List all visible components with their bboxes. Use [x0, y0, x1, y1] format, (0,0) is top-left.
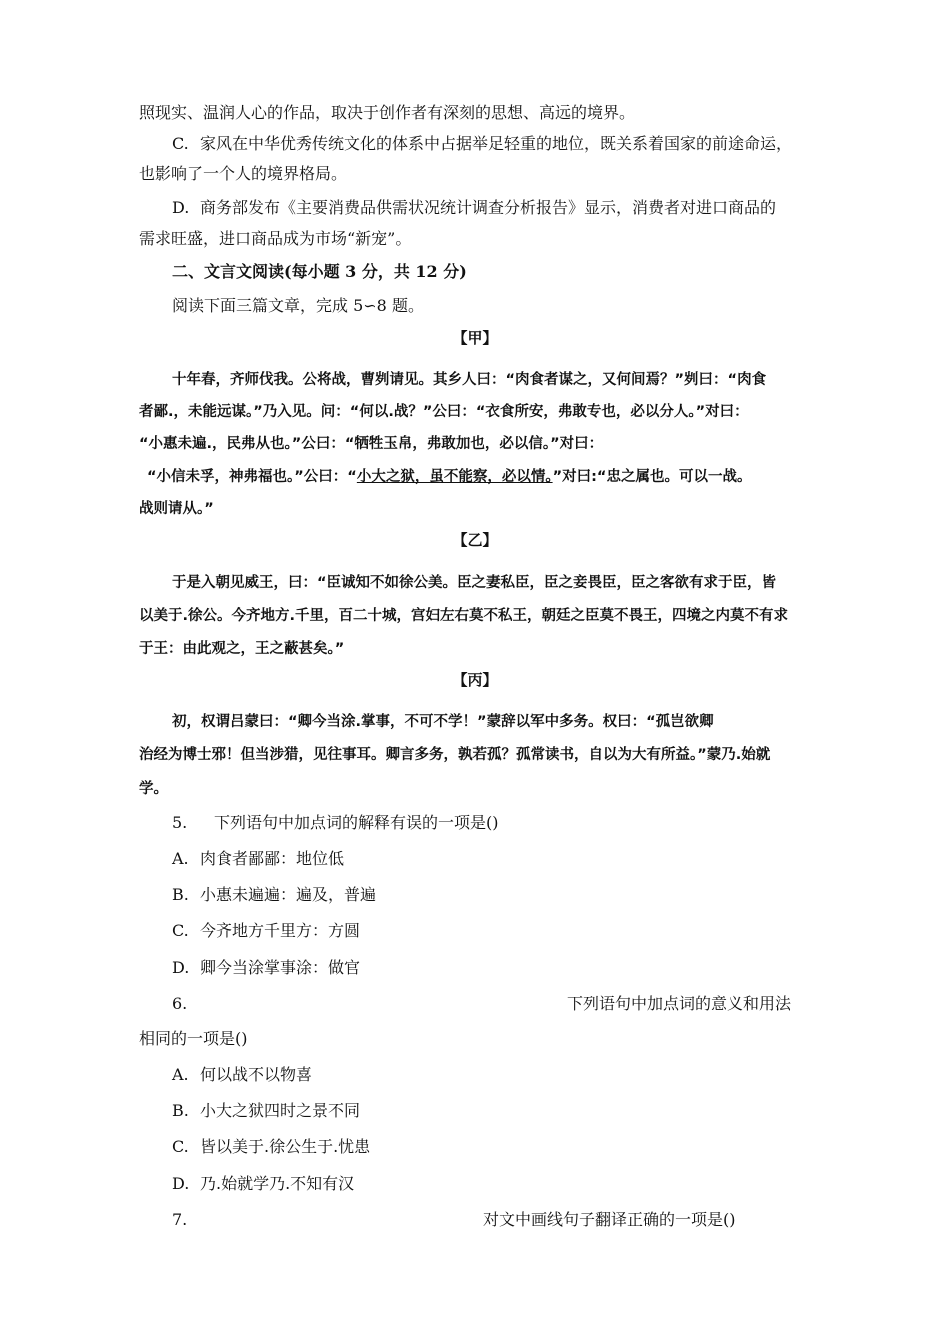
passage-text: ”对曰:“忠之属也。可以一战。 — [552, 469, 752, 485]
question-6-number: 6. — [172, 994, 188, 1013]
q5-option-b — [172, 885, 376, 905]
q6-option-a — [172, 1065, 312, 1085]
prev-option-d — [172, 198, 776, 218]
passage-jia-line: “小惠未遍.，民弗从也。”公曰：“牺牲玉帛，弗敢加也，必以信。”对曰： — [139, 436, 604, 452]
question-7-stem: 对文中画线句子翻译正确的一项是() — [483, 1210, 736, 1229]
option-text: 小惠未遍遍：遍及，普遍 — [200, 885, 377, 904]
q6-option-c — [172, 1137, 370, 1157]
passage-jia-line: 者鄙.，未能远谋。”乃入见。问：“何以.战？”公曰：“衣食所安，弗敢专也，必以分人。”对曰： — [139, 404, 749, 420]
option-text: 肉食者鄙鄙：地位低 — [200, 849, 345, 868]
option-text: 商务部发布《主要消费品供需状况统计调查分析报告》显示，消费者对进口商品的 — [200, 198, 777, 217]
passage-yi-line: 以美于.徐公。今齐地方.千里，百二十城，宫妇左右莫不私王，朝廷之臣莫不畏王，四境之内莫不有求 — [139, 608, 789, 624]
prev-option-d-continuation: 需求旺盛，进口商品成为市场“新宠”。 — [139, 229, 412, 248]
option-label: C. — [172, 134, 189, 153]
passage-bing-line: 治经为博士邪！但当涉猎，见往事耳。卿言多务，孰若孤？孤常读书，自以为大有所益。”蒙乃.始就 — [139, 747, 771, 763]
option-label: D. — [172, 958, 190, 977]
option-text: 小大之狱四时之景不同 — [200, 1101, 361, 1120]
question-5-stem — [172, 813, 499, 833]
option-text: 皆以美于.徐公生于.忧患 — [200, 1137, 371, 1156]
option-label: A. — [172, 849, 189, 868]
option-text: 何以战不以物喜 — [200, 1065, 313, 1084]
passage-jia-line: 战则请从。” — [139, 501, 214, 517]
option-text: 乃.始就学乃.不知有汉 — [200, 1174, 355, 1193]
option-label: C. — [172, 921, 189, 940]
passage-jia-line — [147, 467, 751, 487]
underlined-sentence: 小大之狱，虽不能察，必以情。 — [356, 469, 553, 485]
passage-yi-line: 于王：由此观之，王之蔽甚矣。” — [139, 641, 345, 657]
option-text: 家风在中华优秀传统文化的体系中占据举足轻重的地位，既关系着国家的前途命运， — [200, 134, 793, 153]
question-6-stem-continuation: 相同的一项是() — [139, 1029, 248, 1048]
option-text: 卿今当涂掌事涂：做官 — [200, 958, 361, 977]
prev-option-c-continuation: 也影响了一个人的境界格局。 — [139, 164, 348, 183]
prev-option-b-continuation: 照现实、温润人心的作品，取决于创作者有深刻的思想、高远的境界。 — [139, 103, 636, 122]
q5-option-a — [172, 849, 344, 869]
question-6-stem: 下列语句中加点词的意义和用法 — [567, 994, 792, 1013]
prev-option-c — [172, 134, 792, 154]
passage-text: “小信未孚，神弗福也。”公曰：“ — [147, 469, 357, 485]
section-instruction: 阅读下面三篇文章，完成 5∽8 题。 — [172, 296, 424, 315]
passage-yi-line: 于是入朝见威王，曰：“臣诚知不如徐公美。臣之妻私臣，臣之妾畏臣，臣之客欲有求于臣，皆 — [172, 575, 777, 591]
option-text: 今齐地方千里方：方圆 — [200, 921, 361, 940]
option-label: C. — [172, 1137, 189, 1156]
option-label: A. — [172, 1065, 189, 1084]
passage-yi-heading: 【乙】 — [452, 531, 498, 549]
question-text: 下列语句中加点词的解释有误的一项是() — [214, 813, 499, 832]
q6-option-d — [172, 1174, 354, 1194]
option-label: B. — [172, 1101, 189, 1120]
passage-bing-heading: 【丙】 — [452, 671, 498, 689]
passage-bing-line: 初，权谓吕蒙曰：“卿今当涂.掌事，不可不学！”蒙辞以军中多务。权曰：“孤岂欲卿 — [172, 714, 714, 730]
passage-jia-line: 十年春，齐师伐我。公将战，曹刿请见。其乡人曰：“肉食者谋之，又何间焉？”刿曰：“肉食 — [172, 372, 767, 388]
option-label: D. — [172, 198, 190, 217]
question-7-number: 7. — [172, 1210, 188, 1229]
option-label: B. — [172, 885, 189, 904]
q5-option-c — [172, 921, 360, 941]
question-number: 5. — [172, 813, 188, 832]
passage-jia-heading: 【甲】 — [452, 329, 498, 347]
q5-option-d — [172, 958, 360, 978]
option-label: D. — [172, 1174, 190, 1193]
section-title: 二、文言文阅读(每小题 3 分，共 12 分) — [172, 262, 467, 281]
q6-option-b — [172, 1101, 360, 1121]
passage-bing-line: 学。 — [139, 781, 168, 797]
